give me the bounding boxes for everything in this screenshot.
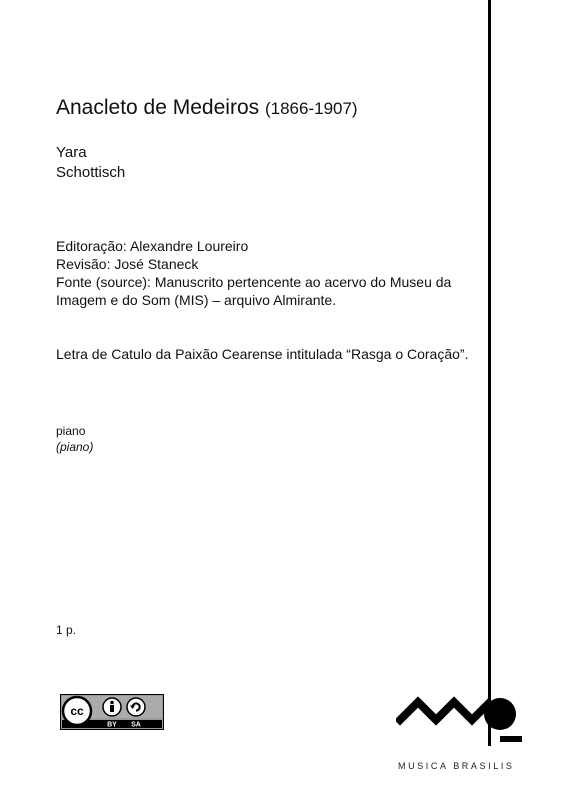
composer-name: Anacleto de Medeiros xyxy=(56,96,260,119)
sa-label: SA xyxy=(131,721,141,729)
instrumentation xyxy=(56,423,93,455)
composer-heading xyxy=(56,96,358,120)
editing-credit: Editoração: Alexandre Loureiro xyxy=(56,238,249,254)
instrument-pt: piano xyxy=(56,424,86,438)
work-title: Yara xyxy=(56,144,87,161)
work-genre: Schottisch xyxy=(56,164,126,181)
vertical-rule xyxy=(488,0,491,746)
credits-block xyxy=(56,237,476,309)
instrument-en: (piano) xyxy=(56,440,94,454)
publisher-name: MUSICA BRASILIS xyxy=(398,761,515,771)
share-alike-icon xyxy=(127,698,145,716)
cc-by-sa-badge xyxy=(60,694,164,730)
by-label: BY xyxy=(107,721,117,729)
musica-brasilis-logo xyxy=(396,684,526,752)
work-title-block xyxy=(56,143,125,183)
source-credit: Fonte (source): Manuscrito pertencente ao acervo do Museu da Imagem e do Som (MIS) – arquivo Almirante. xyxy=(56,274,452,308)
composer-years: (1866-1907) xyxy=(264,99,358,118)
page-count: 1 p. xyxy=(56,623,77,637)
cc-icon-label: cc xyxy=(70,704,84,718)
lyrics-note: Letra de Catulo da Paixão Cearense intitulada “Rasga o Coração”. xyxy=(56,346,469,362)
revision-credit: Revisão: José Staneck xyxy=(56,256,199,272)
